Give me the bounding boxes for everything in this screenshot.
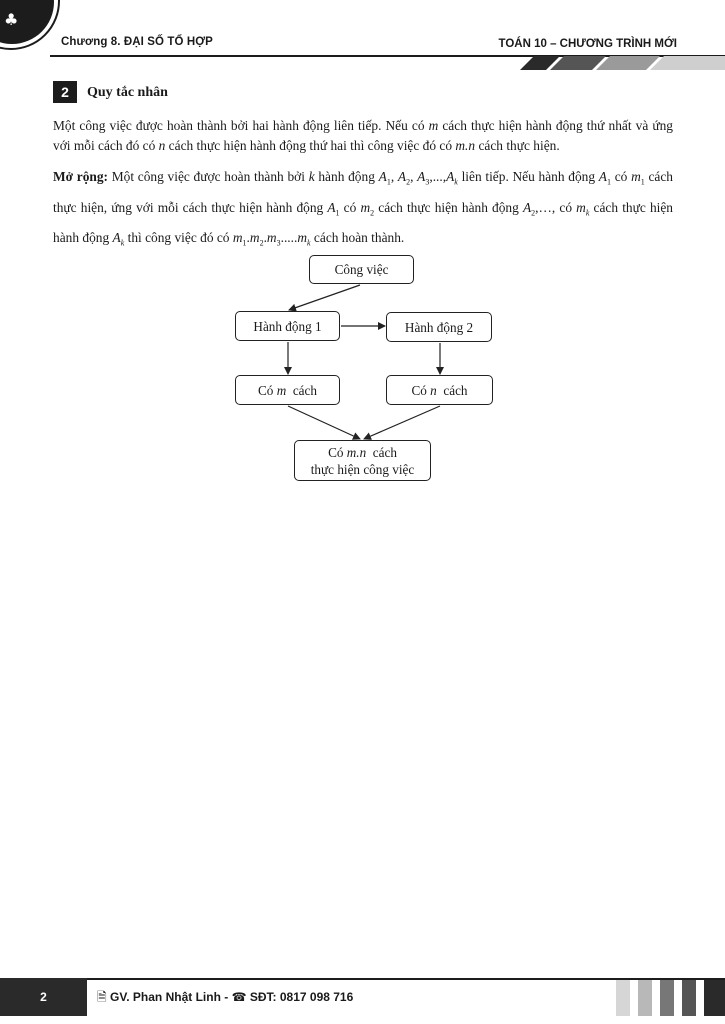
arrow-cm-mn bbox=[288, 406, 360, 439]
document-icon: 🗎 bbox=[97, 990, 107, 1004]
header-stripes bbox=[520, 56, 725, 70]
section-number: 2 bbox=[53, 81, 77, 103]
phone-number: SĐT: 0817 098 716 bbox=[249, 990, 354, 1004]
box-co-n-cach: Có n cách bbox=[386, 375, 493, 405]
box-cong-viec: Công việc bbox=[309, 255, 414, 284]
footer-credits: 🗎 GV. Phan Nhật Linh - ☎ SĐT: 0817 098 716 bbox=[97, 990, 354, 1004]
page-number: 2 bbox=[40, 990, 47, 1004]
section-title: Quy tắc nhân bbox=[87, 85, 168, 100]
course-title: TOÁN 10 – CHƯƠNG TRÌNH MỚI bbox=[498, 38, 677, 50]
rule-statement: Một công việc được hoàn thành bởi hai hành động liên tiếp. Nếu có m cách thực hiện hành động thứ nhất và ứng với mỗi cách đó có n cách thực hiện hành động thứ hai thì công việc đó có m.n cách thực hiện. bbox=[53, 118, 673, 153]
footer-bars bbox=[612, 978, 725, 1016]
extension-statement: Mở rộng: Một công việc được hoàn thành bởi k hành động $A_1$, $A_2$, $A_3,...,A_k$ liên tiếp. Nếu hành động $A_1$ có $m_1$ cách thực hiện, ứng với mỗi cách thực hiện hành động $A_1$ có $m_2$ cách thực hiện hành động $A_2,\dots$, có $m_k$ cách thực hiện hành động $A_k$ thì công việc đó có $m_1.m_2.m_3.....m_k$ cách hoàn thành. bbox=[53, 169, 673, 249]
page-footer bbox=[0, 978, 725, 1016]
chapter-title: Chương 8. ĐẠI SỐ TỔ HỢP bbox=[61, 36, 213, 48]
arrow-cv-hd1 bbox=[289, 285, 360, 310]
box-co-m-cach: Có m cách bbox=[235, 375, 340, 405]
box-hanh-dong-1: Hành động 1 bbox=[235, 311, 340, 341]
box-hanh-dong-2: Hành động 2 bbox=[386, 312, 492, 342]
logo-icon: ♣ bbox=[0, 0, 54, 44]
extension-label: Mở rộng: bbox=[53, 169, 109, 184]
author-name: GV. Phan Nhật Linh bbox=[110, 990, 221, 1004]
arrow-cn-mn bbox=[364, 406, 440, 439]
phone-icon: ☎ bbox=[231, 990, 247, 1004]
box-co-mn-cach: Có m.n cách thực hiện công việc bbox=[294, 440, 431, 481]
